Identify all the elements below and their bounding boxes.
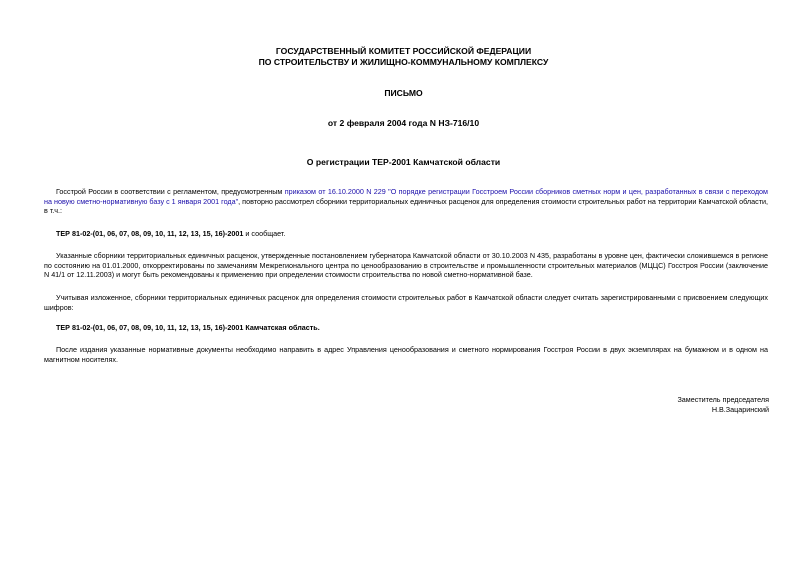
paragraph-3: Указанные сборники территориальных единичных расценок, утвержденные постановлением губернатора Камчатской области от 30.10.2003 N 435, разработаны в уровне цен, фактически сложившемся в регионе по состоянию на 01.01.2000, откорректированы по замечаниям Межрегионального центра по ценообразованию в строительстве и промышленности строительных материалов (МЦЦС) Госстроя России (заключение N 41/1 от 12.11.2003) и могут быть рекомендованы к применению при определении стоимости строительства по новой сметно-нормативной базе.	[44, 251, 768, 279]
paragraph-6: После издания указанные нормативные документы необходимо направить в адрес Управления ценообразования и сметного нормирования Госстроя России в двух экземплярах на бумажном и в одном на магнитном носителях.	[44, 345, 768, 364]
paragraph-4: Учитывая изложенное, сборники территориальных единичных расценок для определения стоимости строительных работ в Камчатской области следует считать зарегистрированными с присвоением следующих шифров:	[44, 293, 768, 312]
signature-title: Заместитель председателя	[677, 395, 769, 404]
paragraph-1	[44, 187, 768, 216]
order-229-link[interactable]: приказом от 16.10.2000 N 229 "О порядке регистрации Госстроем России сборников сметных норм и цен, разработанных в связи с переходом на новую сметно-нормативную базу с 1 января 2001 года"	[44, 187, 768, 206]
document-type: ПИСЬМО	[384, 88, 423, 98]
document-subject: О регистрации ТЕР-2001 Камчатской области	[306, 157, 501, 167]
paragraph-1-intro: Госстрой России в соответствии с регламентом, предусмотренным	[56, 187, 285, 196]
paragraph-2	[44, 229, 768, 239]
paragraph-5-registration-code: ТЕР 81-02-(01, 06, 07, 08, 09, 10, 11, 12, 13, 15, 16)-2001 Камчатская область.	[56, 323, 320, 332]
paragraph-2-rest: и сообщает.	[243, 229, 286, 238]
ter-code-list: ТЕР 81-02-(01, 06, 07, 08, 09, 10, 11, 12, 13, 15, 16)-2001	[56, 229, 244, 238]
signature-name: Н.В.Зацаринский	[711, 405, 769, 414]
document-date-number: от 2 февраля 2004 года N НЗ-716/10	[327, 118, 480, 128]
org-name-line-1: ГОСУДАРСТВЕННЫЙ КОМИТЕТ РОССИЙСКОЙ ФЕДЕРАЦИИ	[275, 46, 532, 56]
paragraph-1-rest: , повторно рассмотрел сборники территориальных единичных расценок для определения стоимости строительных работ на территории Камчатской области, в т.ч.:	[44, 196, 769, 215]
org-name-line-2: ПО СТРОИТЕЛЬСТВУ И ЖИЛИЩНО-КОММУНАЛЬНОМУ КОМПЛЕКСУ	[258, 57, 549, 67]
